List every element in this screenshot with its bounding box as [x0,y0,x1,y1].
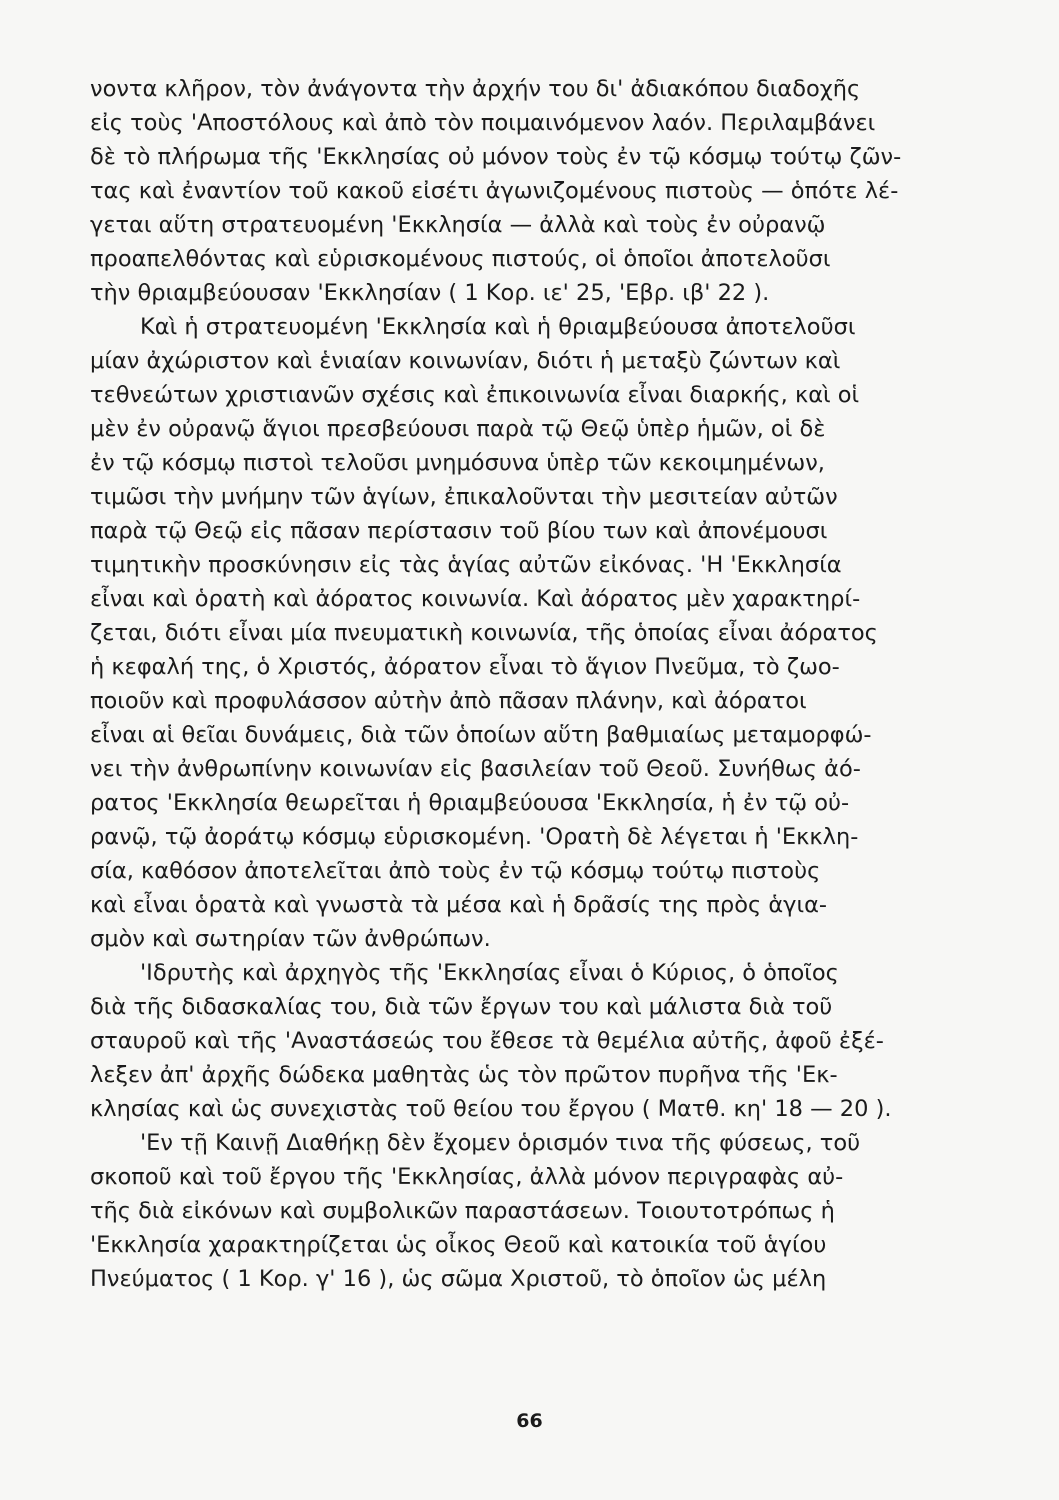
text-line: σκοποῦ καὶ τοῦ ἔργου τῆς 'Εκκλησίας, ἀλλὰ μόνον περιγραφὰς αὐ- [90,1164,844,1190]
page-number: 66 [516,1410,543,1432]
text-line: ἐν τῷ κόσμῳ πιστοὶ τελοῦσι μνημόσυνα ὑπὲρ τῶν κεκοιμημένων, [90,450,825,476]
text-line: δὲ τὸ πλήρωμα τῆς 'Εκκλησίας οὐ μόνον τοὺς ἐν τῷ κόσμῳ τούτῳ ζῶν- [90,144,902,170]
text-line: μίαν ἀχώριστον καὶ ἑνιαίαν κοινωνίαν, διότι ἡ μεταξὺ ζώντων καὶ [90,348,841,374]
text-line: ζεται, διότι εἶναι μία πνευματικὴ κοινωνία, τῆς ὁποίας εἶναι ἀόρατος [90,620,878,646]
text-line: Καὶ ἡ στρατευομένη 'Εκκλησία καὶ ἡ θριαμβεύουσα ἀποτελοῦσι [140,314,856,340]
text-line: καὶ εἶναι ὁρατὰ καὶ γνωστὰ τὰ μέσα καὶ ἡ δρᾶσίς της πρὸς ἁγια- [90,892,828,918]
text-line: 'Εν τῇ Καινῇ Διαθήκῃ δὲν ἔχομεν ὁρισμόν τινα τῆς φύσεως, τοῦ [140,1130,861,1156]
text-line: εἶναι αἱ θεῖαι δυνάμεις, διὰ τῶν ὁποίων αὕτη βαθμιαίως μεταμορφώ- [90,722,872,748]
text-line: σία, καθόσον ἀποτελεῖται ἀπὸ τοὺς ἐν τῷ κόσμῳ τούτῳ πιστοὺς [90,858,821,884]
text-line: 'Εκκλησία χαρακτηρίζεται ὡς οἶκος Θεοῦ καὶ κατοικία τοῦ ἁγίου [90,1232,827,1258]
text-line: ρατος 'Εκκλησία θεωρεῖται ἡ θριαμβεύουσα 'Εκκλησία, ἡ ἐν τῷ οὐ- [90,790,850,816]
text-line: εἶναι καὶ ὁρατὴ καὶ ἀόρατος κοινωνία. Καὶ ἀόρατος μὲν χαρακτηρί- [90,586,861,612]
text-line: τας καὶ ἐναντίον τοῦ κακοῦ εἰσέτι ἀγωνιζομένους πιστοὺς — ὁπότε λέ- [90,178,899,204]
text-line: προαπελθόντας καὶ εὑρισκομένους πιστούς, οἱ ὁποῖοι ἀποτελοῦσι [90,246,831,272]
text-line: 'Ιδρυτὴς καὶ ἀρχηγὸς τῆς 'Εκκλησίας εἶναι ὁ Κύριος, ὁ ὁποῖος [140,960,839,986]
text-line: παρὰ τῷ Θεῷ εἰς πᾶσαν περίστασιν τοῦ βίου των καὶ ἀπονέμουσι [90,518,828,544]
text-line: σταυροῦ καὶ τῆς 'Αναστάσεώς του ἔθεσε τὰ θεμέλια αὐτῆς, ἀφοῦ ἐξέ- [90,1028,884,1054]
text-line: γεται αὕτη στρατευομένη 'Εκκλησία — ἀλλὰ καὶ τοὺς ἐν οὐρανῷ [90,212,826,238]
text-line: κλησίας καὶ ὡς συνεχιστὰς τοῦ θείου του ἔργου ( Ματθ. κη' 18 — 20 ). [90,1096,892,1122]
text-line: διὰ τῆς διδασκαλίας του, διὰ τῶν ἔργων του καὶ μάλιστα διὰ τοῦ [90,994,833,1020]
text-line: τὴν θριαμβεύουσαν 'Εκκλησίαν ( 1 Κορ. ιε' 25, 'Εβρ. ιβ' 22 ). [90,280,770,306]
text-line: μὲν ἐν οὐρανῷ ἅγιοι πρεσβεύουσι παρὰ τῷ Θεῷ ὑπὲρ ἡμῶν, οἱ δὲ [90,416,826,442]
text-line: εἰς τοὺς 'Αποστόλους καὶ ἀπὸ τὸν ποιμαινόμενον λαόν. Περιλαμβάνει [90,110,876,136]
body-text [90,72,958,1296]
text-line: Πνεύματος ( 1 Κορ. γ' 16 ), ὡς σῶμα Χριστοῦ, τὸ ὁποῖον ὡς μέλη [90,1266,827,1292]
text-line: τιμῶσι τὴν μνήμην τῶν ἁγίων, ἐπικαλοῦνται τὴν μεσιτείαν αὐτῶν [90,484,838,510]
text-line: τῆς διὰ εἰκόνων καὶ συμβολικῶν παραστάσεων. Τοιουτοτρόπως ἡ [90,1198,835,1224]
text-line: λεξεν ἀπ' ἀρχῆς δώδεκα μαθητὰς ὡς τὸν πρῶτον πυρῆνα τῆς 'Εκ- [90,1062,838,1088]
text-line: τιμητικὴν προσκύνησιν εἰς τὰς ἁγίας αὐτῶν εἰκόνας. 'Η 'Εκκλησία [90,552,842,578]
text-line: νει τὴν ἀνθρωπίνην κοινωνίαν εἰς βασιλείαν τοῦ Θεοῦ. Συνήθως ἀό- [90,756,861,782]
text-line: ποιοῦν καὶ προφυλάσσον αὐτὴν ἀπὸ πᾶσαν πλάνην, καὶ ἀόρατοι [90,688,807,714]
text-line: τεθνεώτων χριστιανῶν σχέσις καὶ ἐπικοινωνία εἶναι διαρκής, καὶ οἱ [90,382,860,408]
text-line: νοντα κλῆρον, τὸν ἀνάγοντα τὴν ἀρχήν του δι' ἀδιακόπου διαδοχῆς [90,76,861,102]
text-line: σμὸν καὶ σωτηρίαν τῶν ἀνθρώπων. [90,926,491,952]
text-line: ἡ κεφαλή της, ὁ Χριστός, ἀόρατον εἶναι τὸ ἅγιον Πνεῦμα, τὸ ζωο- [90,654,840,680]
text-line: ρανῷ, τῷ ἀοράτῳ κόσμῳ εὑρισκομένη. 'Ορατὴ δὲ λέγεται ἡ 'Εκκλη- [90,824,859,850]
